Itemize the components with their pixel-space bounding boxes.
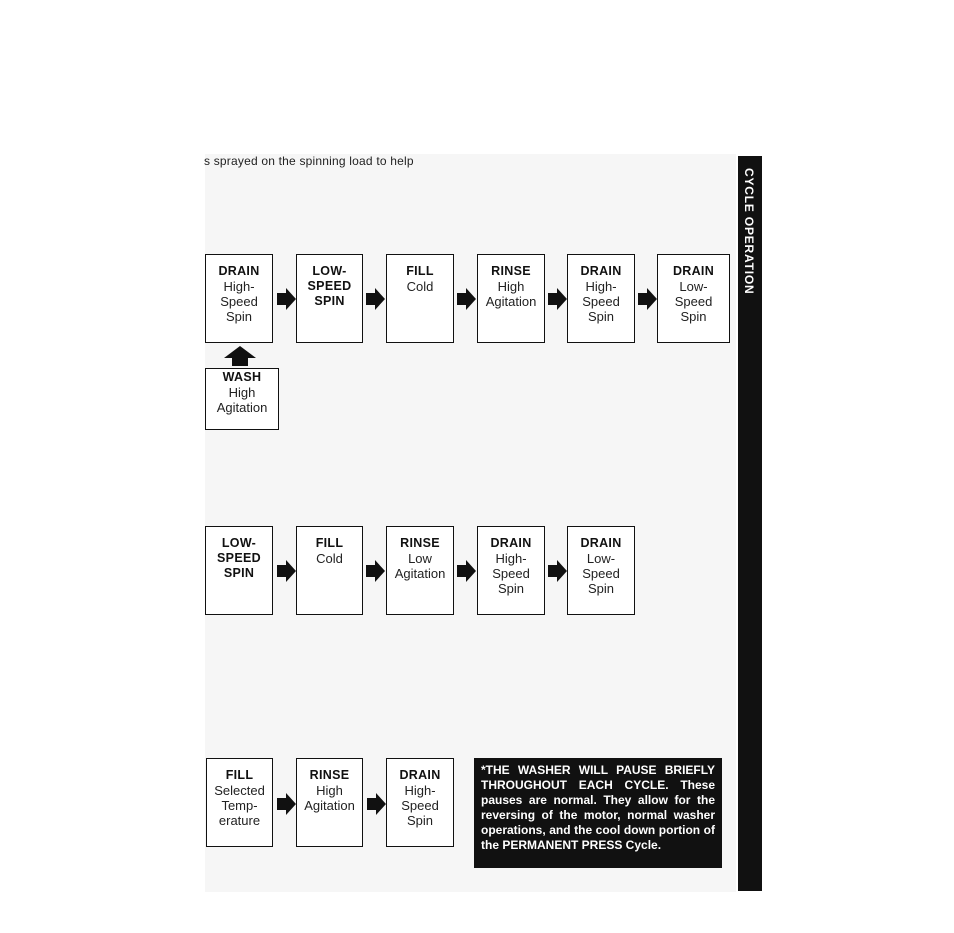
seq2-step-5-drain [567,526,635,615]
step-title: LOW- SPEED SPIN [307,264,352,308]
seq2-step-2-fill [296,526,363,615]
arrow-right-icon [286,793,296,815]
seq1-step-6-drain [657,254,730,343]
seq1-prior-step-wash [205,368,279,430]
step-subtitle: High- Speed Spin [401,783,439,828]
step-title: FILL [406,264,434,278]
step-title: DRAIN [490,536,532,550]
step-title: DRAIN [580,536,622,550]
step-subtitle: Cold [406,279,434,294]
step-subtitle: High- Speed Spin [220,279,258,324]
arrow-up-icon [224,346,256,366]
seq1-step-2-low-speed-spin [296,254,363,343]
step-subtitle: High- Speed Spin [492,551,530,596]
step-subtitle: Cold [316,551,343,566]
step-title: DRAIN [672,264,715,278]
seq1-step-1-drain [205,254,273,343]
seq1-step-5-drain [567,254,635,343]
seq3-step-2-rinse [296,758,363,847]
cut-off-paragraph-text: s sprayed on the spinning load to help [204,154,414,168]
seq1-step-4-rinse [477,254,545,343]
arrow-right-icon [375,288,385,310]
seq1-step-3-fill [386,254,454,343]
arrow-right-icon [466,288,476,310]
arrow-right-icon [286,560,296,582]
step-subtitle: Low- Speed Spin [582,551,620,596]
section-side-tab [738,156,762,891]
step-title: DRAIN [218,264,260,278]
arrow-right-icon [647,288,657,310]
step-subtitle: High- Speed Spin [582,279,620,324]
step-subtitle: High Agitation [304,783,355,813]
seq3-step-3-drain [386,758,454,847]
step-subtitle: High Agitation [216,385,268,415]
step-subtitle: Low Agitation [394,551,446,581]
arrow-right-icon [376,793,386,815]
step-title: RINSE [400,536,440,550]
step-title: RINSE [491,264,531,278]
arrow-right-icon [557,288,567,310]
step-subtitle: Low- Speed Spin [674,279,713,324]
step-title: FILL [315,536,344,550]
step-title: WASH [222,370,262,384]
arrow-right-icon [557,560,567,582]
arrow-right-icon [286,288,296,310]
arrow-right-icon [466,560,476,582]
step-subtitle: High Agitation [485,279,537,309]
seq3-step-1-fill [206,758,273,847]
arrow-right-icon [375,560,385,582]
seq2-step-4-drain [477,526,545,615]
seq2-step-1-low-speed-spin [205,526,273,615]
step-title: FILL [225,768,254,782]
step-subtitle: Selected Temp- erature [214,783,265,828]
step-title: DRAIN [399,768,441,782]
pause-note-box: *THE WASHER WILL PAUSE BRIEFLY THROUGHOUT EACH CYCLE. These pauses are normal. They allow for the reversing of the motor, normal washer operations, and the cool down portion of the PERMANENT PRESS Cycle. [474,758,722,868]
seq2-step-3-rinse [386,526,454,615]
side-tab-label: CYCLE OPERATION [742,168,756,295]
step-title: DRAIN [580,264,622,278]
step-title: RINSE [309,768,350,782]
step-title: LOW- SPEED SPIN [217,536,261,580]
